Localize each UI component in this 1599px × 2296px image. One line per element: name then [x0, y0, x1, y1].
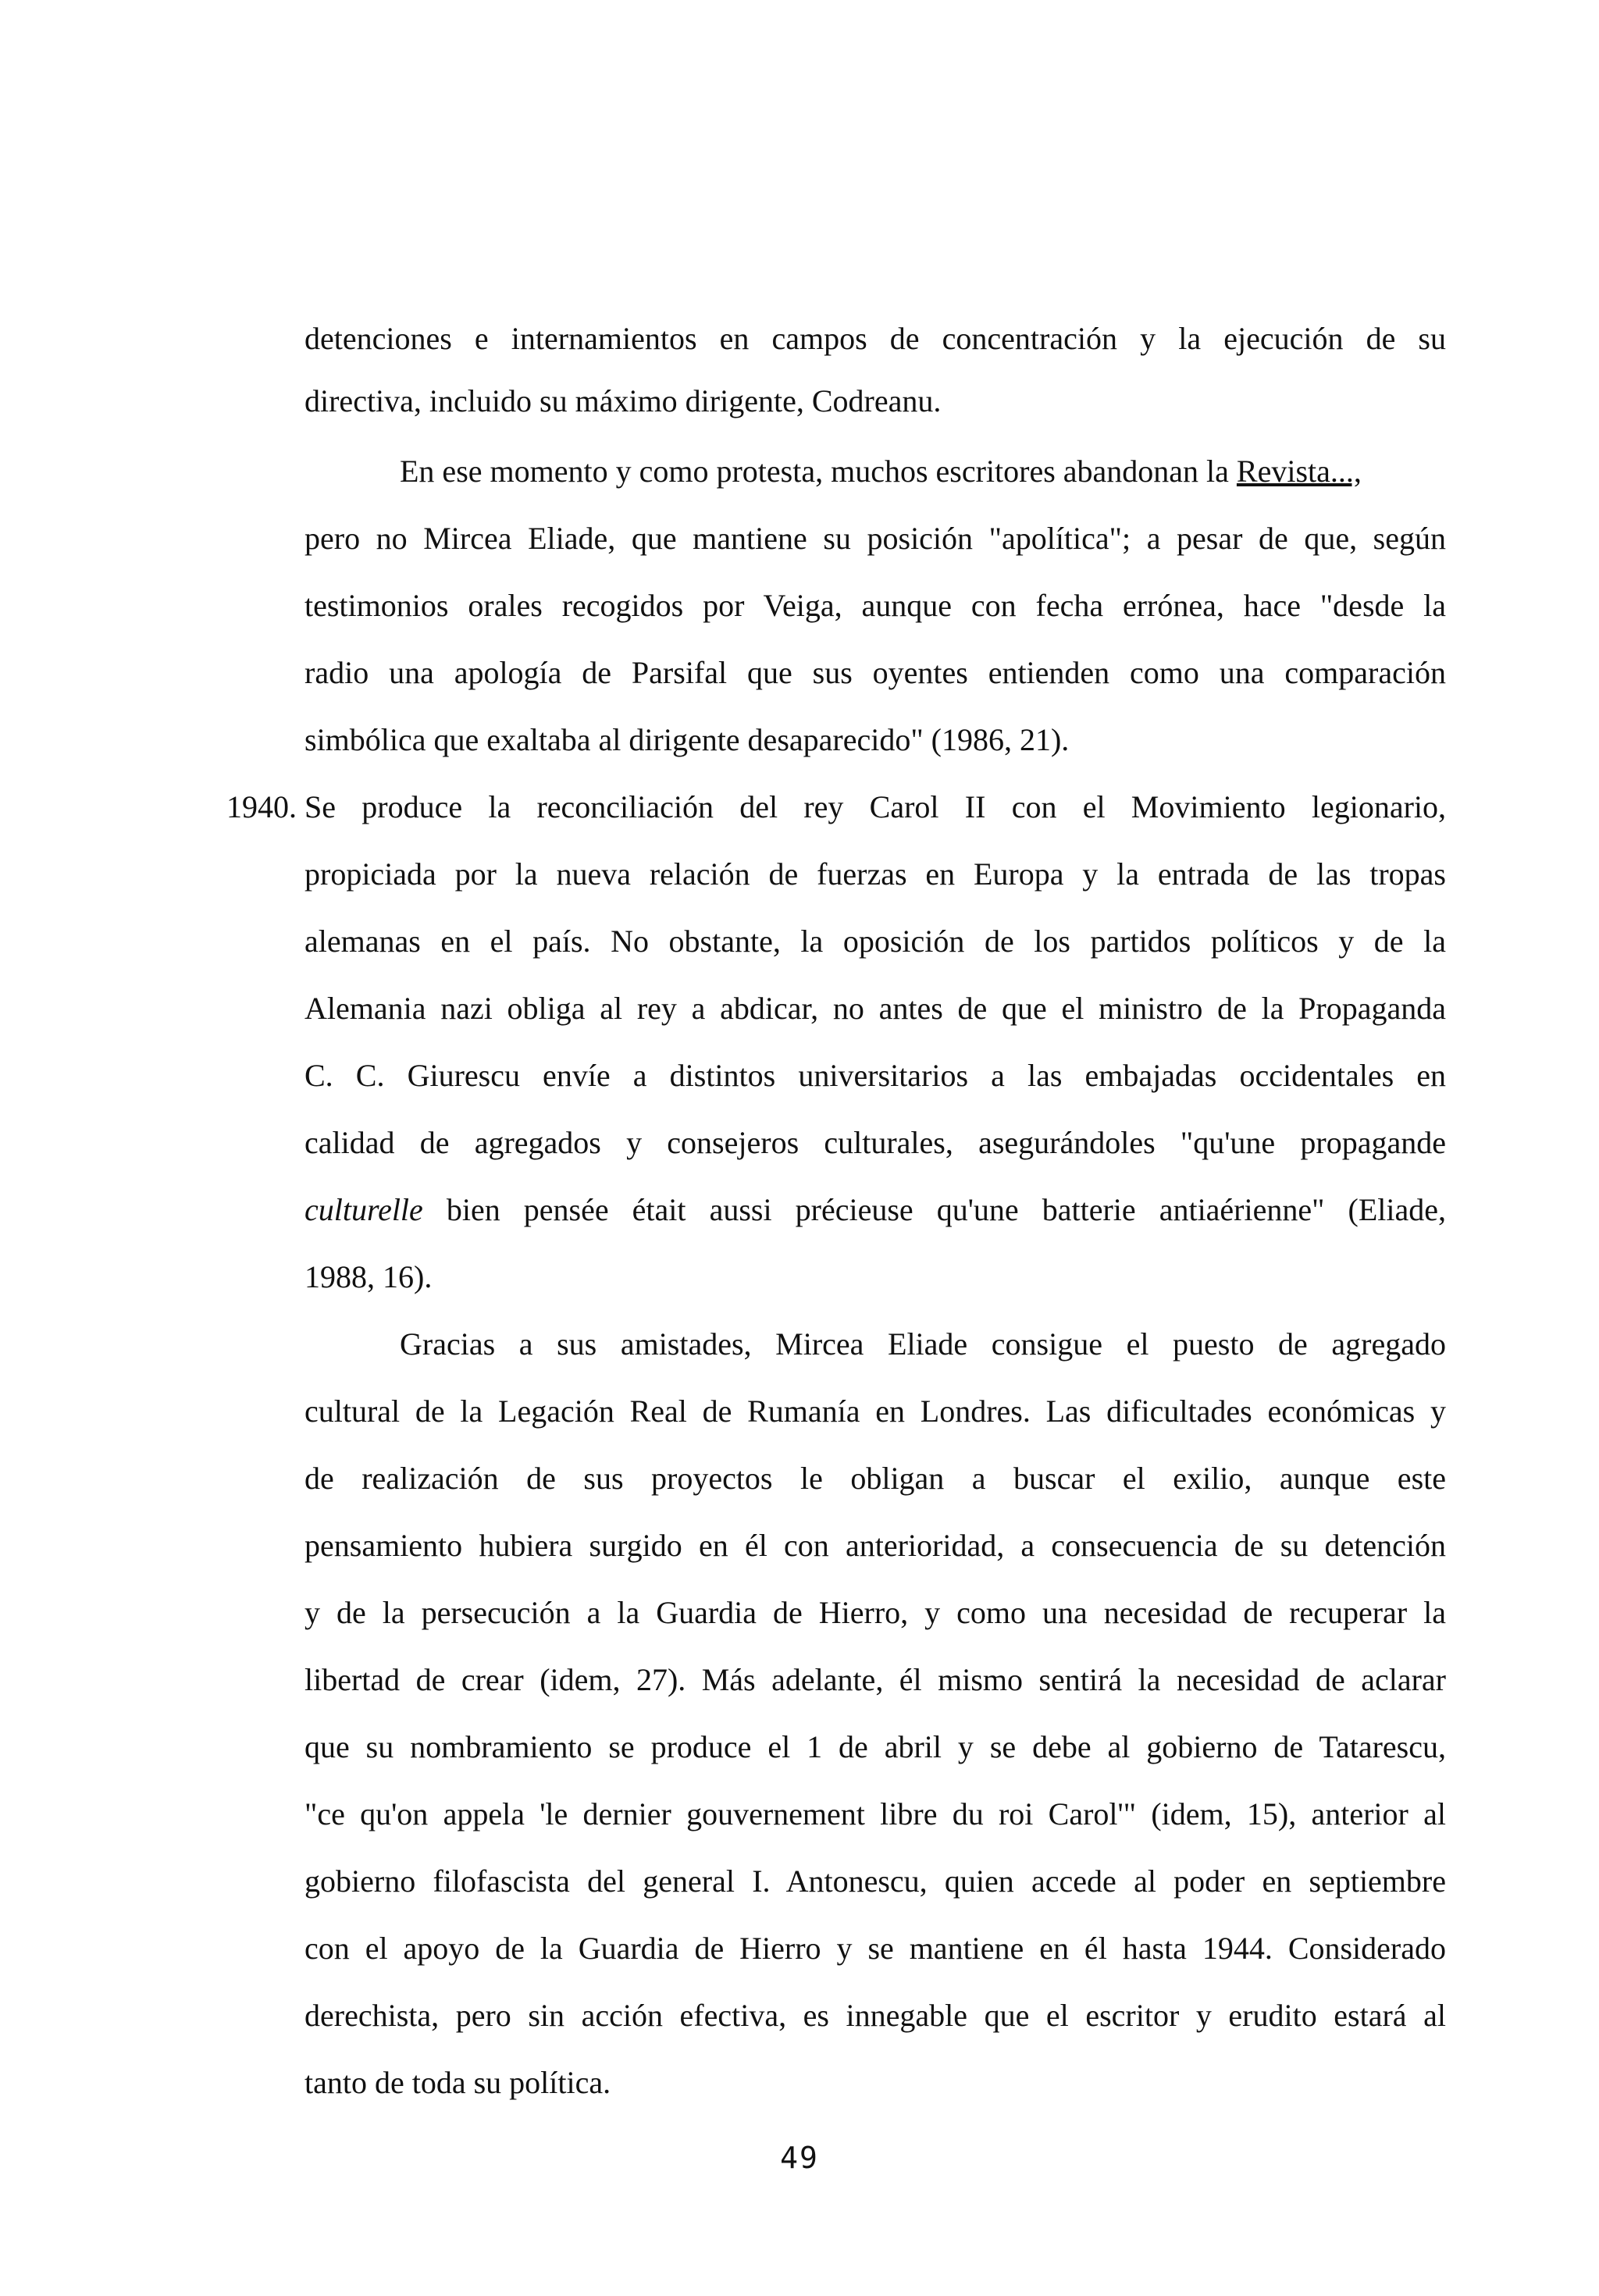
text-line-17: cultural de la Legación Real de Rumanía en Londres. Las dificultades económicas y [304, 1394, 1446, 1429]
text-line-16: Gracias a sus amistades, Mircea Eliade consigue el puesto de agregado [400, 1326, 1446, 1362]
text-line-26: derechista, pero sin acción efectiva, es innegable que el escritor y erudito estará al [304, 1998, 1446, 2033]
text-line-23: "ce qu'on appela 'le dernier gouvernement libre du roi Carol'" (idem, 15), anterior al [304, 1796, 1446, 1831]
text-line-22: que su nombramiento se produce el 1 de abril y se debe al gobierno de Tatarescu, [304, 1729, 1446, 1764]
text-line-13: calidad de agregados y consejeros culturales, asegurándoles "qu'une propagande [304, 1125, 1446, 1160]
text-line-14-rest: bien pensée était aussi précieuse qu'une batterie antiaérienne" (Eliade, [422, 1192, 1446, 1227]
text-line-27: tanto de toda su política. [304, 2065, 611, 2100]
text-line-21: libertad de crear (idem, 27). Más adelante, él mismo sentirá la necesidad de aclarar [304, 1662, 1446, 1697]
text-line-3 [400, 448, 1446, 495]
text-line-15: 1988, 16). [304, 1259, 433, 1294]
text-line-1: detenciones e internamientos en campos de concentración y la ejecución de su [304, 321, 1446, 356]
text-line-2: directiva, incluido su máximo dirigente, Codreanu. [304, 383, 942, 418]
text-line-10: alemanas en el país. No obstante, la oposición de los partidos políticos y de la [304, 924, 1446, 959]
text-line-11: Alemania nazi obliga al rey a abdicar, no antes de que el ministro de la Propaganda [304, 991, 1446, 1026]
text-line-3-main: En ese momento y como protesta, muchos escritores abandonan la [400, 454, 1237, 489]
year-marker: 1940. [226, 789, 297, 824]
text-line-9: propiciada por la nueva relación de fuerzas en Europa y la entrada de las tropas [304, 856, 1446, 892]
text-line-24: gobierno filofascista del general I. Antonescu, quien accede al poder en septiembre [304, 1863, 1446, 1899]
italic-culturelle: culturelle [304, 1192, 423, 1227]
text-line-5: testimonios orales recogidos por Veiga, aunque con fecha errónea, hace "desde la [304, 588, 1446, 623]
text-line-20: y de la persecución a la Guardia de Hierro, y como una necesidad de recuperar la [304, 1595, 1446, 1630]
page-number: 49 [780, 2141, 819, 2175]
text-line-4: pero no Mircea Eliade, que mantiene su posición "apolítica"; a pesar de que, según [304, 521, 1446, 556]
text-line-18: de realización de sus proyectos le obligan a buscar el exilio, aunque este [304, 1461, 1446, 1496]
text-line-6: radio una apología de Parsifal que sus oyentes entienden como una comparación [304, 655, 1446, 690]
text-line-12: C. C. Giurescu envíe a distintos universitarios a las embajadas occidentales en [304, 1058, 1446, 1093]
text-line-25: con el apoyo de la Guardia de Hierro y se mantiene en él hasta 1944. Considerado [304, 1931, 1446, 1966]
text-line-8: Se produce la reconciliación del rey Carol II con el Movimiento legionario, [304, 789, 1446, 824]
text-line-14 [304, 1187, 1446, 1233]
revista-title: Revista..., [1236, 454, 1362, 489]
text-line-19: pensamiento hubiera surgido en él con anterioridad, a consecuencia de su detención [304, 1528, 1446, 1563]
text-line-7: simbólica que exaltaba al dirigente desaparecido" (1986, 21). [304, 722, 1070, 757]
